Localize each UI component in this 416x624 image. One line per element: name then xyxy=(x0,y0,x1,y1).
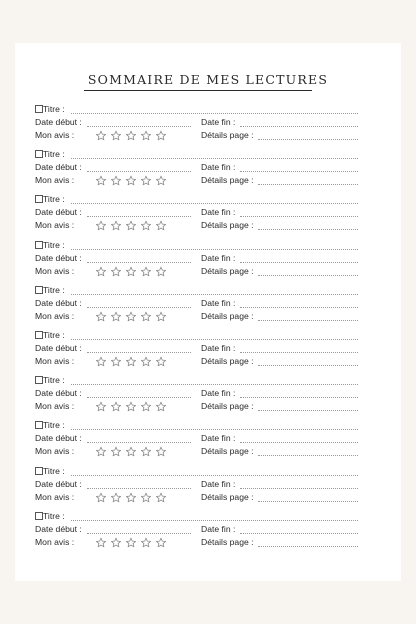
star-rating[interactable] xyxy=(95,446,167,458)
start-date-label: Date début : xyxy=(35,523,82,534)
checkbox-icon[interactable] xyxy=(35,512,43,520)
page-details-label: Détails page : xyxy=(201,130,254,140)
start-date-field[interactable] xyxy=(87,533,191,534)
end-date-field[interactable] xyxy=(240,397,358,398)
reading-entry xyxy=(0,465,416,510)
star-outline-icon[interactable] xyxy=(111,131,120,140)
reading-entry xyxy=(0,374,416,419)
star-outline-icon[interactable] xyxy=(96,447,105,456)
rating-row xyxy=(0,219,416,232)
star-outline-icon[interactable] xyxy=(111,267,120,276)
star-outline-icon[interactable] xyxy=(126,357,135,366)
page-title: SOMMAIRE DE MES LECTURES xyxy=(87,72,329,87)
end-date-label: Date fin : xyxy=(201,478,236,489)
rating-label: Mon avis : xyxy=(35,536,75,547)
title-row xyxy=(0,148,416,161)
star-outline-icon[interactable] xyxy=(141,267,150,276)
end-date-field[interactable] xyxy=(240,352,358,353)
start-date-field[interactable] xyxy=(87,488,191,489)
start-date-field[interactable] xyxy=(87,442,191,443)
page-details-field[interactable] xyxy=(258,139,358,140)
title-row xyxy=(0,465,416,478)
star-outline-icon[interactable] xyxy=(126,221,135,230)
reading-entry xyxy=(0,239,416,284)
star-outline-icon[interactable] xyxy=(156,357,165,366)
start-date-field[interactable] xyxy=(87,307,191,308)
title-field[interactable] xyxy=(71,429,358,430)
end-date-field[interactable] xyxy=(240,488,358,489)
checkbox-icon[interactable] xyxy=(35,421,43,429)
start-date-label: Date début : xyxy=(35,478,82,489)
end-date-label: Date fin : xyxy=(201,523,236,534)
rating-row xyxy=(0,265,416,278)
end-date-field[interactable] xyxy=(240,216,358,217)
star-outline-icon[interactable] xyxy=(111,493,120,502)
title-row xyxy=(0,239,416,252)
star-outline-icon[interactable] xyxy=(141,493,150,502)
page-details-field[interactable] xyxy=(258,365,358,366)
star-outline-icon[interactable] xyxy=(156,267,165,276)
title-field[interactable] xyxy=(71,158,358,159)
star-outline-icon[interactable] xyxy=(111,538,120,547)
star-outline-icon[interactable] xyxy=(96,221,105,230)
reading-entry xyxy=(0,510,416,555)
title-field[interactable] xyxy=(71,203,358,204)
page-details-field[interactable] xyxy=(258,275,358,276)
star-outline-icon[interactable] xyxy=(126,538,135,547)
start-date-label: Date début : xyxy=(35,343,82,353)
start-date-label: Date début : xyxy=(35,252,82,263)
rating-label: Mon avis : xyxy=(35,175,75,186)
star-rating[interactable] xyxy=(95,311,167,323)
checkbox-icon[interactable] xyxy=(35,241,43,249)
star-outline-icon[interactable] xyxy=(126,447,135,456)
star-outline-icon[interactable] xyxy=(96,312,105,321)
star-rating[interactable] xyxy=(95,492,167,504)
star-outline-icon[interactable] xyxy=(156,312,165,321)
page-details-label: Détails page : xyxy=(201,265,254,276)
start-date-label: Date début : xyxy=(35,117,82,127)
title-field[interactable] xyxy=(71,339,358,340)
end-date-label: Date fin : xyxy=(201,388,236,399)
reading-entry xyxy=(0,103,416,148)
title-label: Titre : xyxy=(43,330,65,340)
rating-row xyxy=(0,445,416,458)
title-row xyxy=(0,510,416,523)
title-row xyxy=(0,284,416,297)
reading-entry xyxy=(0,284,416,329)
checkbox-icon[interactable] xyxy=(35,376,43,384)
end-date-field[interactable] xyxy=(240,442,358,443)
star-outline-icon[interactable] xyxy=(141,402,150,411)
star-outline-icon[interactable] xyxy=(156,221,165,230)
rating-row xyxy=(0,400,416,413)
star-outline-icon[interactable] xyxy=(126,493,135,502)
end-date-label: Date fin : xyxy=(201,207,236,218)
star-outline-icon[interactable] xyxy=(126,176,135,185)
page-details-field[interactable] xyxy=(258,501,358,502)
start-date-field[interactable] xyxy=(87,126,191,127)
star-outline-icon[interactable] xyxy=(156,538,165,547)
rating-label: Mon avis : xyxy=(35,130,75,140)
star-outline-icon[interactable] xyxy=(156,131,165,140)
dates-row xyxy=(0,432,416,445)
end-date-label: Date fin : xyxy=(201,252,236,263)
start-date-label: Date début : xyxy=(35,433,82,444)
star-outline-icon[interactable] xyxy=(126,402,135,411)
star-outline-icon[interactable] xyxy=(96,357,105,366)
rating-label: Mon avis : xyxy=(35,356,75,366)
star-outline-icon[interactable] xyxy=(126,312,135,321)
star-outline-icon[interactable] xyxy=(141,312,150,321)
start-date-field[interactable] xyxy=(87,352,191,353)
star-rating[interactable] xyxy=(95,266,167,278)
star-outline-icon[interactable] xyxy=(96,493,105,502)
rating-row xyxy=(0,310,416,323)
star-outline-icon[interactable] xyxy=(111,402,120,411)
title-field[interactable] xyxy=(71,249,358,250)
start-date-label: Date début : xyxy=(35,297,82,308)
page-details-label: Détails page : xyxy=(201,175,254,186)
title-row xyxy=(0,103,416,116)
title-label: Titre : xyxy=(43,239,65,250)
title-label: Titre : xyxy=(43,420,65,431)
end-date-label: Date fin : xyxy=(201,297,236,308)
page-details-label: Détails page : xyxy=(201,491,254,502)
dates-row xyxy=(0,478,416,491)
rating-label: Mon avis : xyxy=(35,220,75,231)
start-date-field[interactable] xyxy=(87,171,191,172)
end-date-label: Date fin : xyxy=(201,162,236,173)
title-field[interactable] xyxy=(71,475,358,476)
rating-label: Mon avis : xyxy=(35,401,75,412)
checkbox-icon[interactable] xyxy=(35,195,43,203)
star-rating[interactable] xyxy=(95,130,167,142)
rating-label: Mon avis : xyxy=(35,265,75,276)
rating-row xyxy=(0,491,416,504)
rating-row xyxy=(0,536,416,549)
star-outline-icon[interactable] xyxy=(141,357,150,366)
rating-label: Mon avis : xyxy=(35,491,75,502)
star-outline-icon[interactable] xyxy=(96,538,105,547)
title-field[interactable] xyxy=(71,384,358,385)
star-outline-icon[interactable] xyxy=(96,176,105,185)
title-label: Titre : xyxy=(43,149,65,160)
page-details-field[interactable] xyxy=(258,546,358,547)
end-date-field[interactable] xyxy=(240,262,358,263)
dates-row xyxy=(0,523,416,536)
dates-row xyxy=(0,116,416,129)
rating-label: Mon avis : xyxy=(35,310,75,321)
title-field[interactable] xyxy=(71,294,358,295)
start-date-field[interactable] xyxy=(87,216,191,217)
star-outline-icon[interactable] xyxy=(141,176,150,185)
star-outline-icon[interactable] xyxy=(141,447,150,456)
end-date-field[interactable] xyxy=(240,533,358,534)
title-field[interactable] xyxy=(71,520,358,521)
star-outline-icon[interactable] xyxy=(111,221,120,230)
page-details-field[interactable] xyxy=(258,229,358,230)
end-date-label: Date fin : xyxy=(201,343,236,353)
star-outline-icon[interactable] xyxy=(141,221,150,230)
rating-row xyxy=(0,129,416,142)
dates-row xyxy=(0,206,416,219)
star-outline-icon[interactable] xyxy=(96,131,105,140)
end-date-label: Date fin : xyxy=(201,433,236,444)
star-outline-icon[interactable] xyxy=(141,538,150,547)
star-outline-icon[interactable] xyxy=(96,267,105,276)
title-row xyxy=(0,374,416,387)
title-label: Titre : xyxy=(43,194,65,205)
star-outline-icon[interactable] xyxy=(141,131,150,140)
dates-row xyxy=(0,252,416,265)
star-outline-icon[interactable] xyxy=(111,176,120,185)
reading-entry xyxy=(0,148,416,193)
checkbox-icon[interactable] xyxy=(35,331,43,339)
star-outline-icon[interactable] xyxy=(126,131,135,140)
star-outline-icon[interactable] xyxy=(156,176,165,185)
page-details-field[interactable] xyxy=(258,410,358,411)
rating-row xyxy=(0,174,416,187)
dates-row xyxy=(0,161,416,174)
end-date-field[interactable] xyxy=(240,171,358,172)
end-date-label: Date fin : xyxy=(201,117,236,127)
title-field[interactable] xyxy=(71,113,358,114)
title-row xyxy=(0,419,416,432)
page-details-label: Détails page : xyxy=(201,446,254,457)
star-rating[interactable] xyxy=(95,401,167,413)
start-date-label: Date début : xyxy=(35,388,82,399)
end-date-field[interactable] xyxy=(240,307,358,308)
star-outline-icon[interactable] xyxy=(111,312,120,321)
star-outline-icon[interactable] xyxy=(156,493,165,502)
page-details-label: Détails page : xyxy=(201,401,254,412)
page-details-field[interactable] xyxy=(258,455,358,456)
title-label: Titre : xyxy=(43,465,65,476)
reading-entry xyxy=(0,329,416,374)
checkbox-icon[interactable] xyxy=(35,467,43,475)
checkbox-icon[interactable] xyxy=(35,286,43,294)
star-outline-icon[interactable] xyxy=(111,357,120,366)
dates-row xyxy=(0,342,416,355)
rating-row xyxy=(0,355,416,368)
checkbox-icon[interactable] xyxy=(35,105,43,113)
title-label: Titre : xyxy=(43,284,65,295)
end-date-field[interactable] xyxy=(240,126,358,127)
page-details-field[interactable] xyxy=(258,320,358,321)
star-outline-icon[interactable] xyxy=(111,447,120,456)
page-details-field[interactable] xyxy=(258,184,358,185)
rating-label: Mon avis : xyxy=(35,446,75,457)
start-date-label: Date début : xyxy=(35,162,82,173)
dates-row xyxy=(0,387,416,400)
star-rating[interactable] xyxy=(95,356,167,368)
title-underline xyxy=(84,90,312,91)
title-label: Titre : xyxy=(43,375,65,386)
checkbox-icon[interactable] xyxy=(35,150,43,158)
dates-row xyxy=(0,297,416,310)
start-date-field[interactable] xyxy=(87,397,191,398)
page-details-label: Détails page : xyxy=(201,356,254,366)
reading-entry xyxy=(0,419,416,464)
title-label: Titre : xyxy=(43,510,65,521)
page-details-label: Détails page : xyxy=(201,536,254,547)
title-row xyxy=(0,193,416,206)
reading-entry xyxy=(0,193,416,238)
title-row xyxy=(0,329,416,342)
star-outline-icon[interactable] xyxy=(126,267,135,276)
star-outline-icon[interactable] xyxy=(156,402,165,411)
start-date-label: Date début : xyxy=(35,207,82,218)
star-rating[interactable] xyxy=(95,220,167,232)
star-outline-icon[interactable] xyxy=(96,402,105,411)
star-outline-icon[interactable] xyxy=(156,447,165,456)
title-label: Titre : xyxy=(43,104,65,114)
start-date-field[interactable] xyxy=(87,262,191,263)
star-rating[interactable] xyxy=(95,537,167,549)
star-rating[interactable] xyxy=(95,175,167,187)
page-details-label: Détails page : xyxy=(201,220,254,231)
page-details-label: Détails page : xyxy=(201,310,254,321)
